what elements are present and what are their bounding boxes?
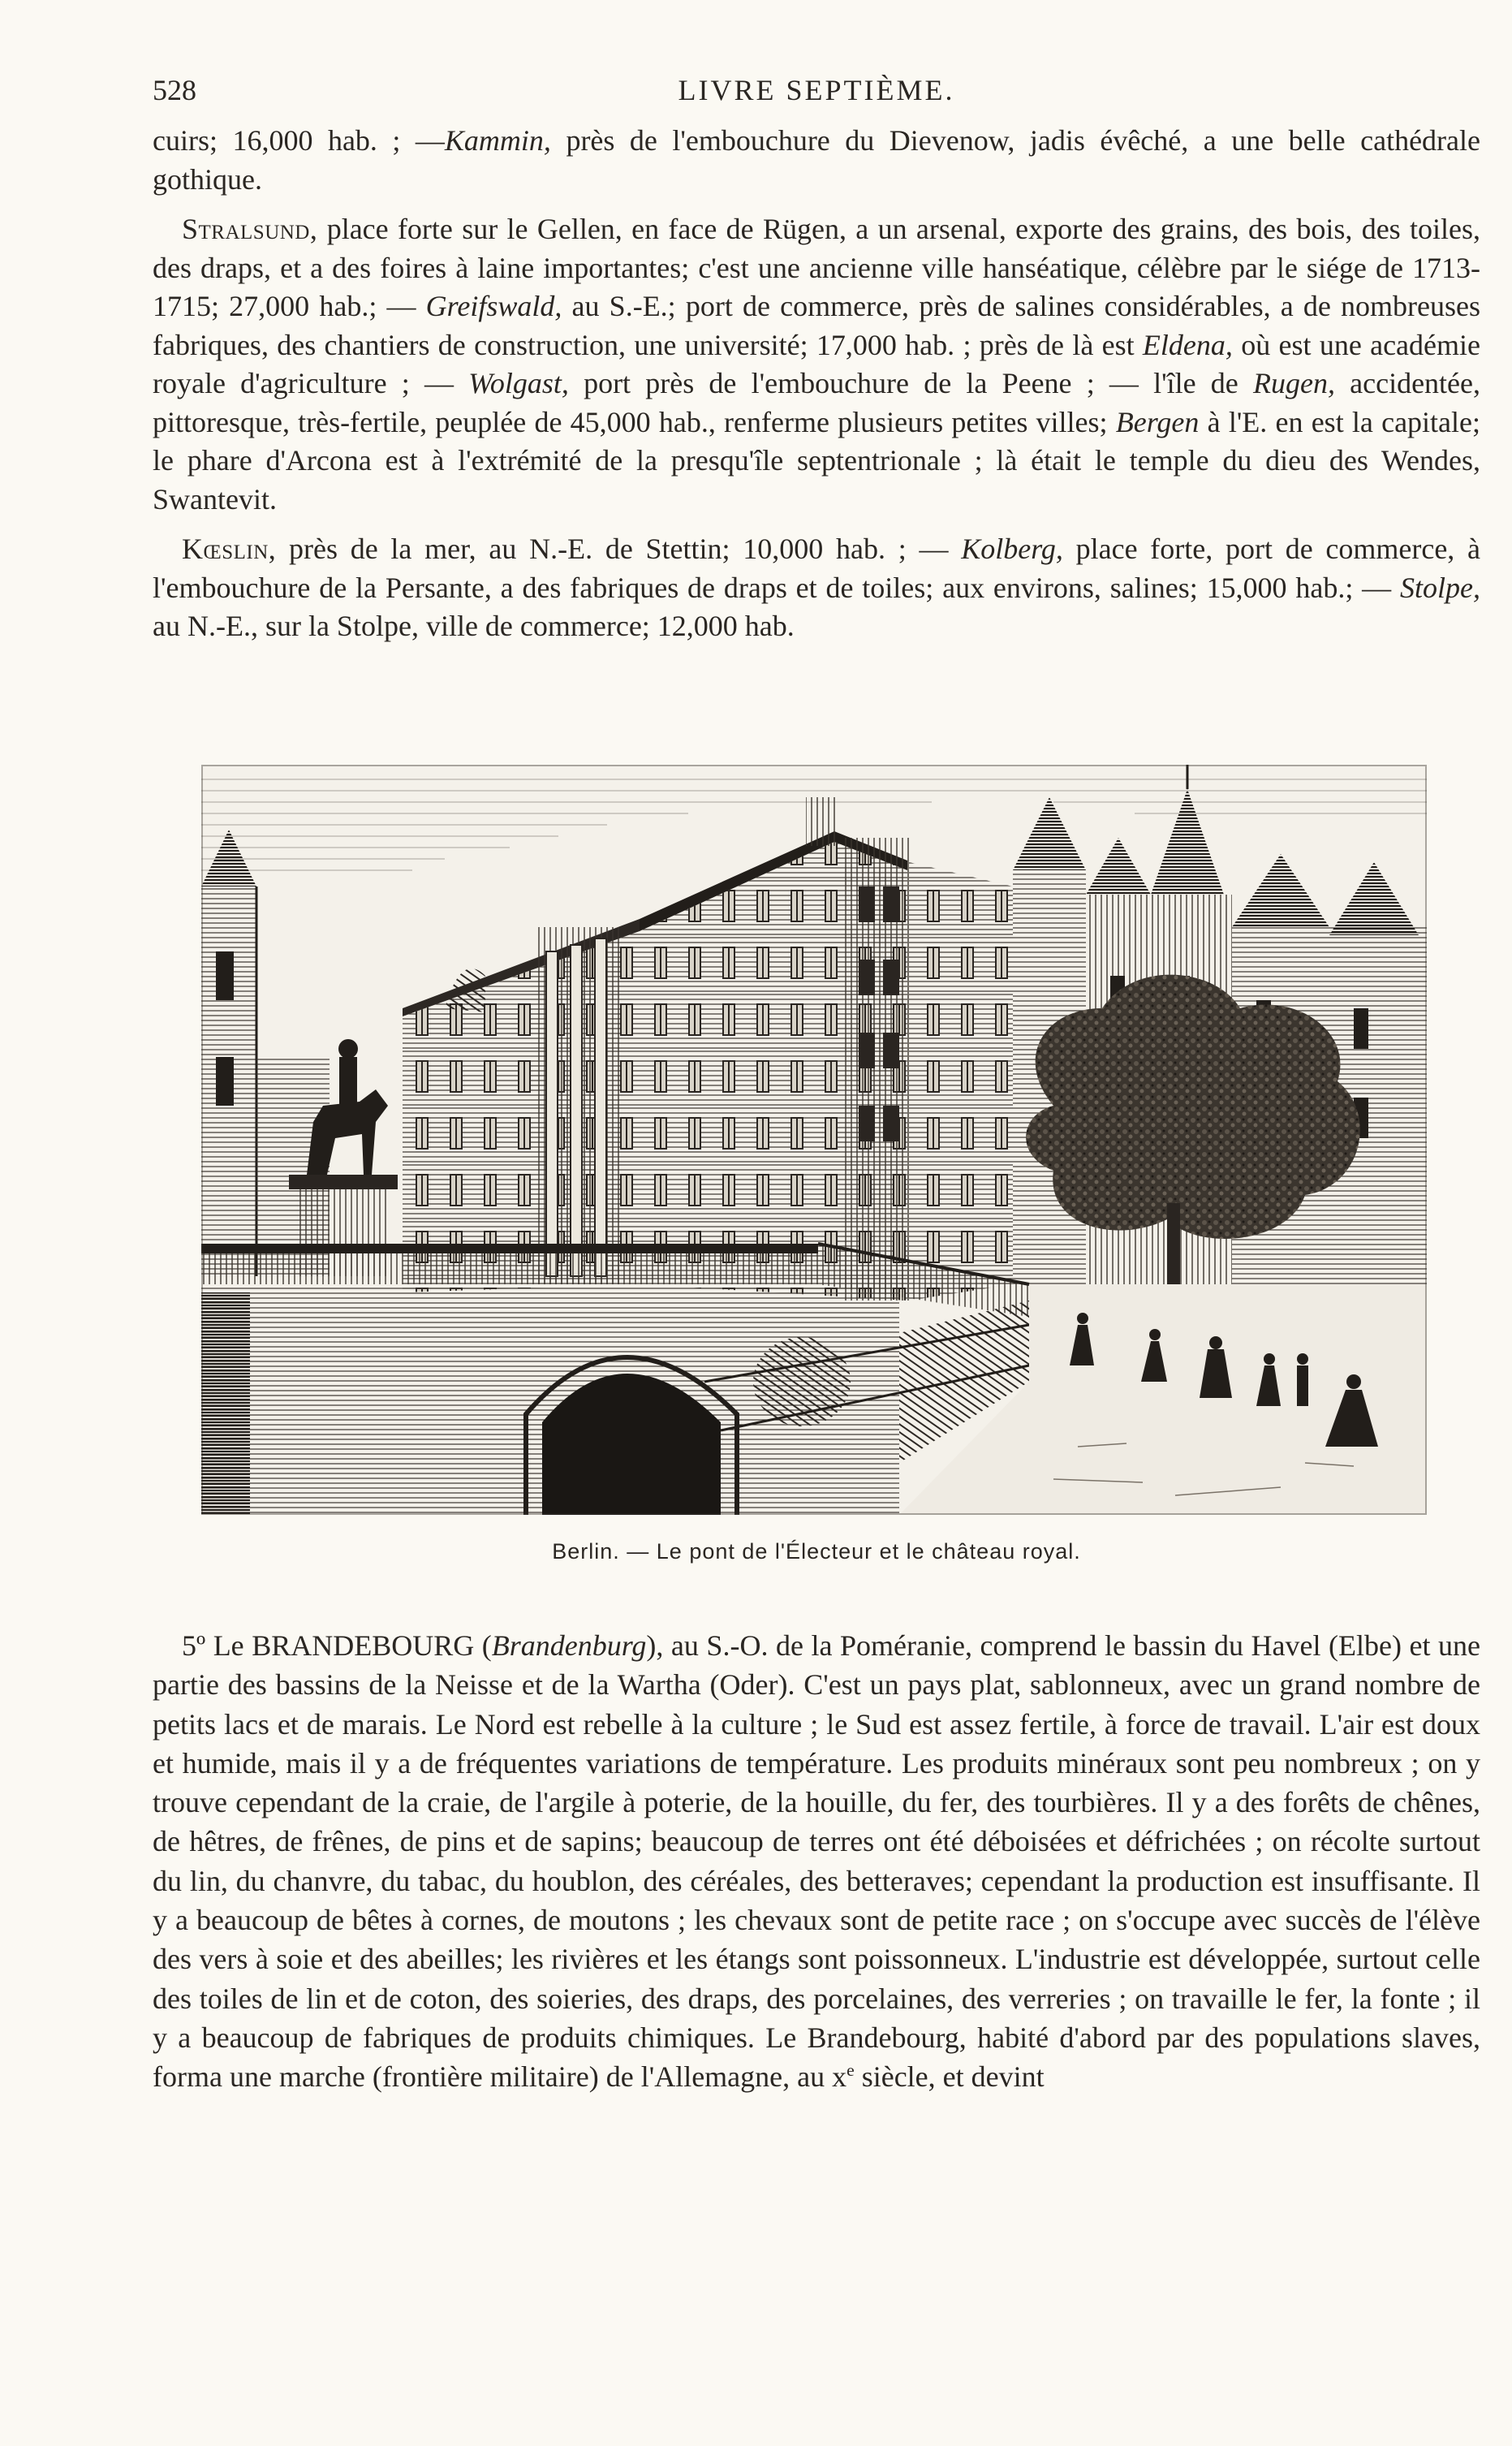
page-number: 528 [153, 74, 196, 106]
place-stralsund: Stralsund, [182, 213, 318, 245]
paragraph-stralsund: Stralsund, place forte sur le Gellen, en face de Rügen, a un arsenal, exporte des grains, des bois, des toiles, des draps, et a des foires à laine importantes; c'est une ancienne ville hanséatique, célèbre par le siége de 1713-1715; 27,000 hab.; — Greifswald, au S.-E.; port de commerce, près de salines considérables, a de nombreuses fabriques, des chantiers de construction, une université; 17,000 hab. ; près de là est Eldena, où est une académie royale d'agriculture ; — Wolgast, port près de l'embouchure de la Peene ; — l'île de Rugen, accidentée, pittoresque, très-fertile, peuplée de 45,000 hab., renferme plusieurs petites villes; Bergen à l'E. en est la capitale; le phare d'Arcona est à l'extrémité de la presqu'île septentrionale ; là était le temple du dieu des Wendes, Swantevit. [153, 213, 1481, 516]
page-body-lower [153, 1626, 1480, 2097]
place-kammin: Kammin, [444, 124, 551, 157]
running-header [153, 73, 1480, 122]
place-brandenburg: Brandenburg [491, 1629, 647, 1662]
place-eldena: Eldena, [1142, 328, 1233, 361]
paragraph-kammin: cuirs; 16,000 hab. ; —Kammin, près de l'embouchure du Dievenow, jadis évêché, a une belle cathédrale gothique. [153, 124, 1481, 196]
place-greifswald: Greifswald, [425, 290, 562, 322]
paragraph-brandebourg: 5º Le BRANDEBOURG (Brandenburg), au S.-O. de la Poméranie, comprend le bassin du Havel (Elbe) et une partie des bassins de la Neisse et de la Wartha (Oder). C'est un pays plat, sablonneux, avec un grand nombre de petits lacs et de marais. Le Nord est rebelle à la culture ; le Sud est assez fertile, à force de travail. L'air est doux et humide, mais il y a de fréquentes variations de température. Les produits minéraux sont peu nombreux ; on y trouve cependant de la craie, de l'argile à poterie, de la houille, du fer, des tourbières. Il y a des forêts de chênes, de hêtres, de frênes, de pins et de sapins; beaucoup de terres ont été déboisées et défrichées ; on récolte surtout du lin, du chanvre, du tabac, du houblon, des céréales, des betteraves; cependant la production est insuffisante. Il y a beaucoup de bêtes à cornes, de moutons ; les chevaux sont de petite race ; on s'occupe avec succès de l'élève des vers à soie et des abeilles; les rivières et les étangs sont poissonneux. L'industrie est développée, surtout celle des toiles de lin et de coton, des soieries, des draps, des porcelaines, des verreries ; on travaille le fer, la fonte ; il y a beaucoup de fabriques de produits chimiques. Le Brandebourg, habité d'abord par des populations slaves, forma une marche (frontière militaire) de l'Allemagne, au $x^e$ siècle, et devint [153, 1629, 1480, 2094]
engraving-berlin-castle [201, 765, 1427, 1515]
place-rugen: Rugen, [1252, 367, 1335, 399]
place-kolberg: Kolberg, [961, 533, 1063, 565]
place-wolgast: Wolgast, [468, 367, 569, 399]
place-bergen: Bergen [1115, 405, 1200, 438]
running-title: LIVRE SEPTIÈME. [678, 74, 955, 106]
place-koeslin: Kœslin, [182, 533, 277, 565]
figure-caption: Berlin. — Le pont de l'Électeur et le château royal. [552, 1539, 1081, 1564]
place-stolpe: Stolpe, [1400, 571, 1481, 604]
page-body [153, 73, 1480, 646]
paragraph-koeslin: Kœslin, près de la mer, au N.-E. de Stettin; 10,000 hab. ; — Kolberg, place forte, port de commerce, à l'embouchure de la Persante, a des fabriques de draps et de toiles; aux environs, salines; 15,000 hab.; — Stolpe, au N.-E., sur la Stolpe, ville de commerce; 12,000 hab. [153, 533, 1481, 642]
